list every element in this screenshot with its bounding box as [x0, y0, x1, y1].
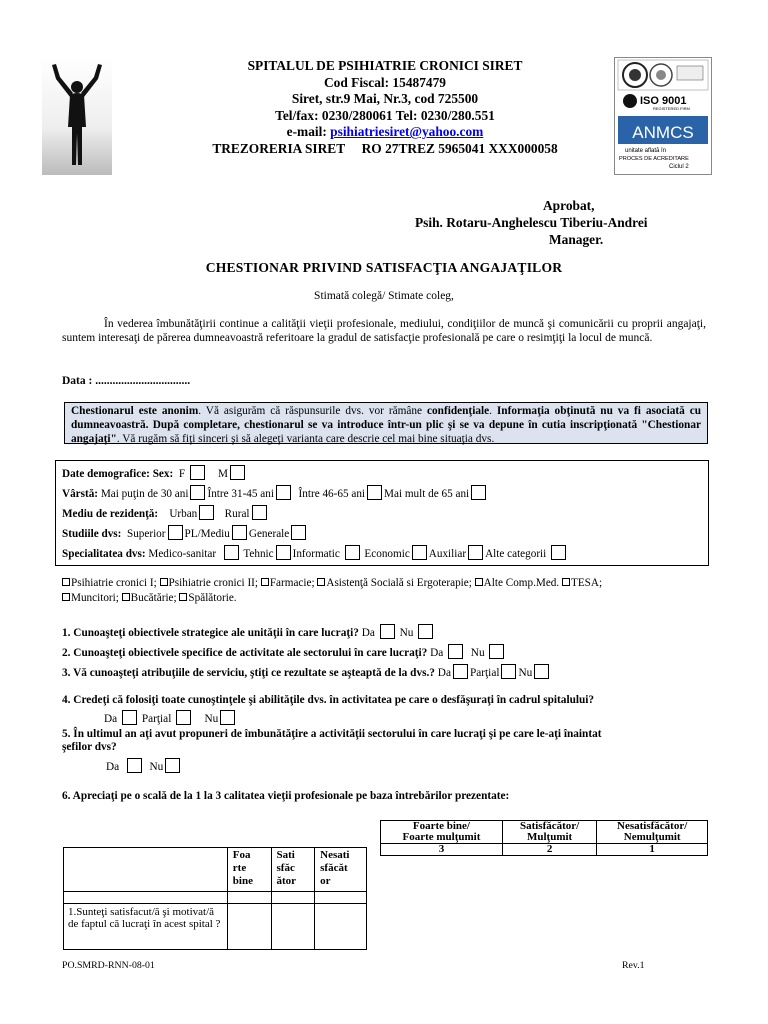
svg-text:unitate aflată în: unitate aflată în: [625, 148, 667, 154]
q3-partial-checkbox[interactable]: [501, 664, 516, 679]
q1-no-checkbox[interactable]: [418, 624, 433, 639]
q2-no-checkbox[interactable]: [489, 644, 504, 659]
hospital-name: SPITALUL DE PSIHIATRIE CRONICI SIRET: [247, 58, 523, 73]
iso-badge-icon: [623, 94, 637, 108]
dept-checkbox[interactable]: [317, 578, 325, 586]
sex-row: Date demografice: Sex: F M: [62, 465, 247, 480]
q3-yes-checkbox[interactable]: [453, 664, 468, 679]
rural-checkbox[interactable]: [252, 505, 267, 520]
revision: Rev.1: [622, 960, 645, 971]
svg-text:PROCES DE ACREDITARE: PROCES DE ACREDITARE: [619, 156, 689, 162]
approval-block: [415, 197, 735, 248]
scale-value: 3: [381, 844, 503, 856]
q4-partial-checkbox[interactable]: [176, 710, 191, 725]
question-4-options: Da Parţial Nu: [104, 710, 237, 725]
age-31-45-checkbox[interactable]: [276, 485, 291, 500]
treasury: TREZORERIA SIRET RO 27TREZ 5965041 XXX000058: [212, 140, 558, 156]
age-under-30-checkbox[interactable]: [190, 485, 205, 500]
dept-checkbox[interactable]: [261, 578, 269, 586]
svg-text:ANMCS: ANMCS: [632, 123, 694, 142]
question-1: 1. Cunoaşteţi obiectivele strategice ale unităţii în care lucraţi? Da Nu: [62, 624, 435, 639]
date-field[interactable]: Data : .................................: [62, 375, 191, 387]
residence-row: Mediu de rezidenţă: Urban Rural: [62, 505, 269, 520]
age-46-65-checkbox[interactable]: [367, 485, 382, 500]
studies-general-checkbox[interactable]: [291, 525, 306, 540]
rating-scale-table: [380, 820, 708, 856]
dept-checkbox[interactable]: [62, 593, 70, 601]
email-link[interactable]: psihiatriesiret@yahoo.com: [330, 124, 484, 140]
department-options: Psihiatrie cronici I; Psihiatrie cronici II; Farmacie; Asistenţă Socială si Ergoterapie; Alte Comp.Med. TESA; Muncitori; Bucătărie; Spălătorie.: [62, 576, 712, 606]
q4-yes-checkbox[interactable]: [122, 710, 137, 725]
spec-other-checkbox[interactable]: [551, 545, 566, 560]
person-silhouette-icon: [42, 57, 112, 175]
hospital-logo: [42, 57, 112, 175]
dept-checkbox[interactable]: [562, 578, 570, 586]
age-row: Vârstă: Mai puţin de 30 ani Între 31-45 ani Între 46-65 ani Mai mult de 65 ani: [62, 485, 488, 500]
age-over-65-checkbox[interactable]: [471, 485, 486, 500]
fiscal-code: Cod Fiscal: 15487479: [324, 74, 446, 90]
rating-cell[interactable]: [315, 904, 367, 950]
demographics-box: [55, 460, 709, 566]
rating-cell[interactable]: [227, 904, 271, 950]
table-row-question-1: 1.Sunteţi satisfacut/ă şi motivat/ă de faptul că lucraţi în acest spital ?: [64, 904, 228, 950]
form-title: CHESTIONAR PRIVIND SATISFACŢIA ANGAJAŢILOR: [205, 260, 563, 275]
greeting: Stimată colegă/ Stimate coleg,: [314, 290, 454, 302]
dept-checkbox[interactable]: [62, 578, 70, 586]
col-header-very-good: Foa rte bine: [227, 848, 271, 892]
anonymity-notice: Chestionarul este anonim. Vă asigurăm că răspunsurile dvs. vor rămâne confidenţiale. Informaţia obţinută nu va fi asociată cu dumneavoastră. După completare, chestionarul se va introduce într-un plic şi se va depune în cutia inscripţionată "Chestionar angajaţi". Vă rugăm să fiţi sinceri şi să alegeţi varianta care descrie cel mai bine situaţia dvs.: [64, 402, 708, 444]
scale-header: Satisfăcător/ Mulţumit: [502, 821, 596, 844]
question-5-options: Da Nu: [106, 758, 182, 773]
rating-cell[interactable]: [271, 904, 315, 950]
question-2: 2. Cunoaşteţi obiectivele specifice de activitate ale sectorului în care lucraţi? Da Nu: [62, 644, 506, 659]
scale-header: Foarte bine/ Foarte mulţumit: [381, 821, 503, 844]
q5-no-checkbox[interactable]: [165, 758, 180, 773]
col-header-satisfactory: Sati sfăc ător: [271, 848, 315, 892]
q1-yes-checkbox[interactable]: [380, 624, 395, 639]
satisfaction-table: [63, 847, 367, 950]
question-4: 4. Credeţi că folosiţi toate cunoştinţele şi abilităţile dvs. în activitatea pe care o desfăşuraţi în cadrul spitalului?: [62, 694, 595, 706]
email-line: e-mail: psihiatriesiret@yahoo.com: [286, 124, 484, 140]
scale-header: Nesatisfăcător/ Nemulţumit: [597, 821, 708, 844]
dept-checkbox[interactable]: [122, 593, 130, 601]
urban-checkbox[interactable]: [199, 505, 214, 520]
dept-checkbox[interactable]: [475, 578, 483, 586]
spec-technical-checkbox[interactable]: [276, 545, 291, 560]
spec-medical-checkbox[interactable]: [224, 545, 239, 560]
dept-checkbox[interactable]: [160, 578, 168, 586]
question-5: 5. În ultimul an aţi avut propuneri de îmbunătăţire a activităţii sectorului în care lucraţi şi pe care le-aţi înaintat: [62, 728, 602, 740]
phone: Tel/fax: 0230/280061 Tel: 0230/280.551: [275, 107, 495, 123]
col-header-unsatisfactory: Nesati sfăcăt or: [315, 848, 367, 892]
spec-economic-checkbox[interactable]: [412, 545, 427, 560]
q5-yes-checkbox[interactable]: [127, 758, 142, 773]
sex-m-checkbox[interactable]: [230, 465, 245, 480]
table-corner: [64, 848, 228, 892]
approver-title: Manager.: [549, 232, 604, 247]
q2-yes-checkbox[interactable]: [448, 644, 463, 659]
dept-checkbox[interactable]: [179, 593, 187, 601]
specialty-row: Specialitatea dvs: Medico-sanitar Tehnic Informatic Economic Auxiliar Alte categorii: [62, 545, 568, 560]
q4-no-checkbox[interactable]: [220, 710, 235, 725]
certification-logos: [614, 57, 712, 175]
q3-no-checkbox[interactable]: [534, 664, 549, 679]
sex-f-checkbox[interactable]: [190, 465, 205, 480]
address: Siret, str.9 Mai, Nr.3, cod 725500: [291, 91, 479, 107]
question-5-cont: şefilor dvs?: [62, 741, 117, 753]
intro-paragraph: În vederea îmbunătăţirii continue a calităţii vieţii profesionale, mediului, condiţiilor de muncă şi comunicării cu proprii angajaţi, suntem interesaţi de părerea dumneavoastră referitoare la gradul de satisfacţie profesională pe care o resimţiţi la locul de muncă.: [62, 318, 706, 344]
svg-text:ISO 9001: ISO 9001: [640, 95, 687, 107]
approval-label: Aprobat,: [543, 198, 595, 213]
spec-it-checkbox[interactable]: [345, 545, 360, 560]
studies-superior-checkbox[interactable]: [168, 525, 183, 540]
approver-name: Psih. Rotaru-Anghelescu Tiberiu-Andrei: [415, 215, 648, 230]
svg-text:Ciclul 2: Ciclul 2: [669, 164, 689, 170]
document-code: PO.SMRD-RNN-08-01: [62, 960, 155, 971]
scale-value: 2: [502, 844, 596, 856]
studies-row: Studiile dvs: Superior PL/Mediu Generale: [62, 525, 308, 540]
question-3: 3. Vă cunoaşteţi atribuţiile de serviciu, ştiţi ce rezultate se aşteaptă de la dvs.? Da Parţial Nu: [62, 664, 551, 679]
question-6: 6. Apreciaţi pe o scală de la 1 la 3 calitatea vieţii profesionale pe baza întrebărilor prezentate:: [62, 790, 510, 802]
studies-pl-medium-checkbox[interactable]: [232, 525, 247, 540]
svg-text:REGISTERED FIRM: REGISTERED FIRM: [653, 106, 690, 111]
hospital-header: [120, 58, 650, 158]
scale-value: 1: [597, 844, 708, 856]
spec-auxiliary-checkbox[interactable]: [468, 545, 483, 560]
